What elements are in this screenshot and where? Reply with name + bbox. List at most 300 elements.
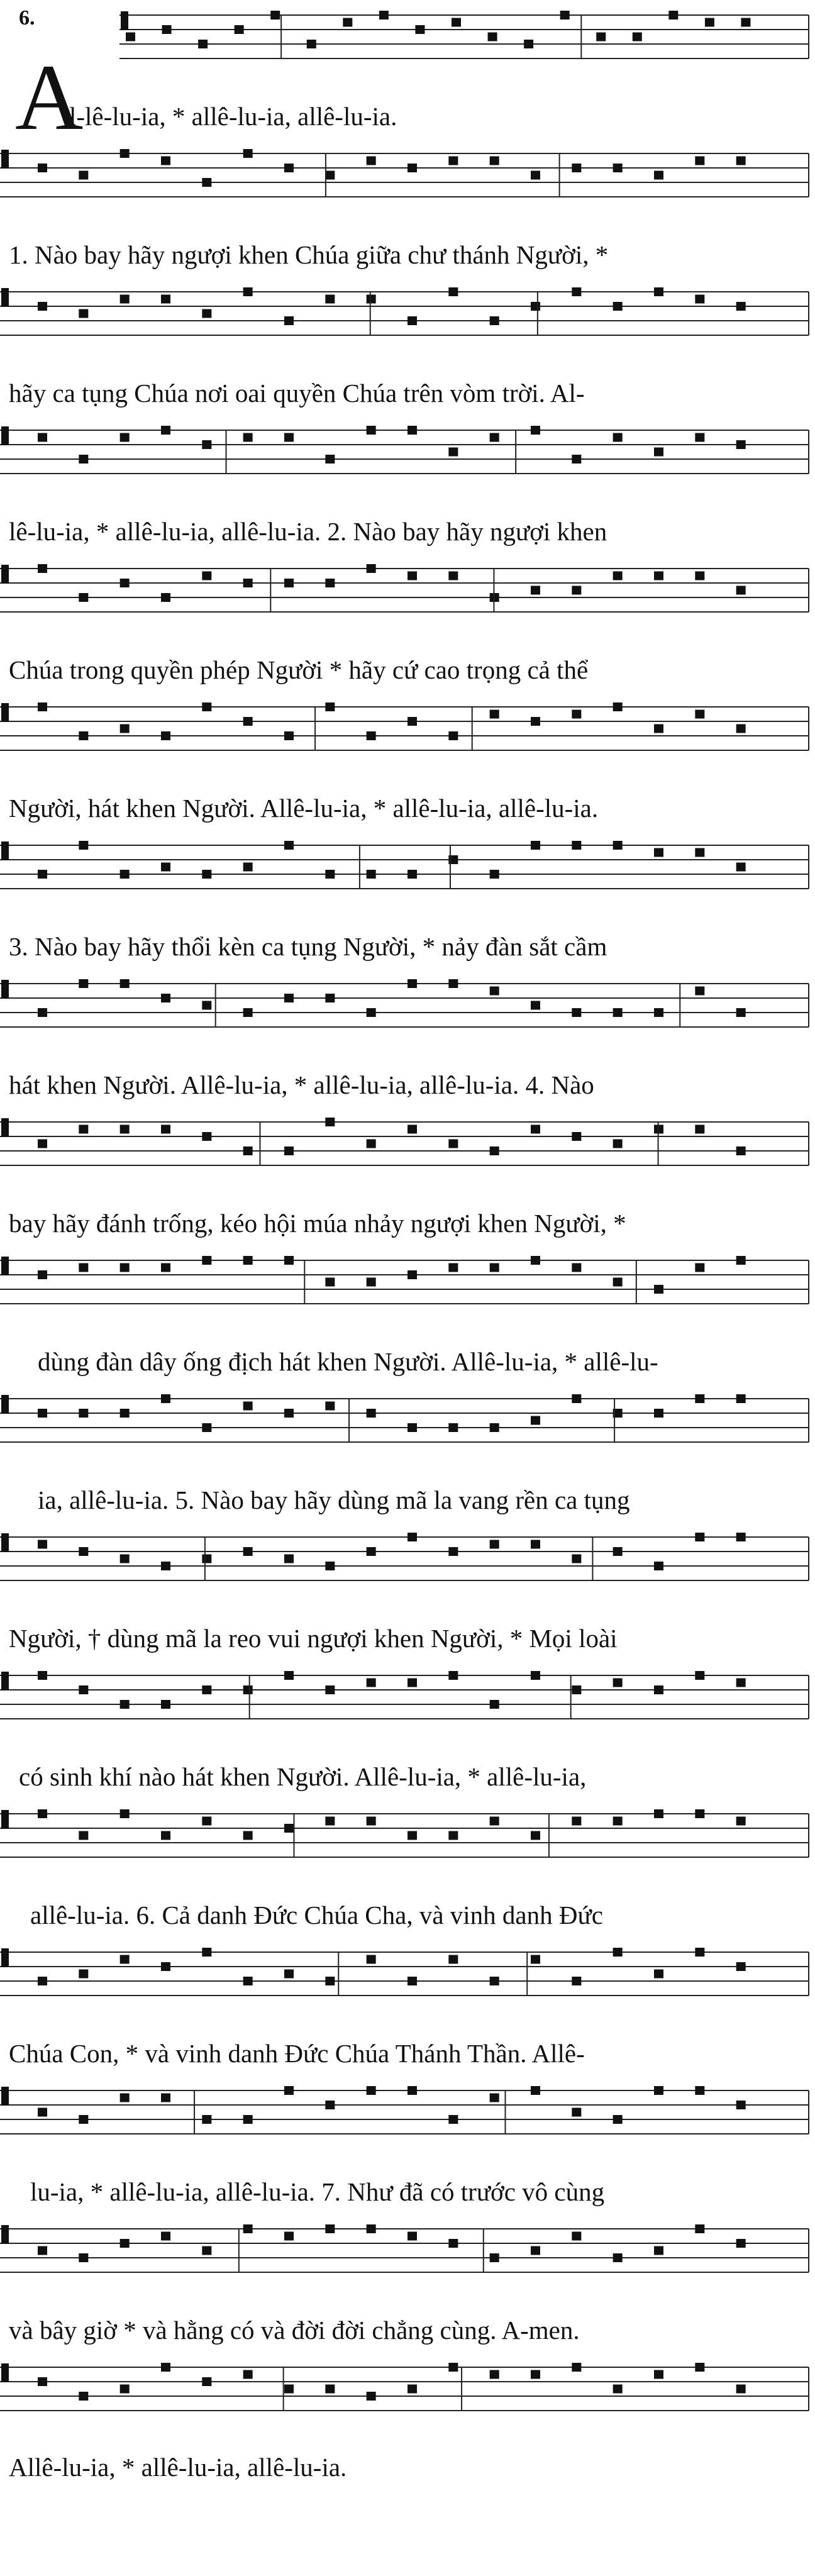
neume xyxy=(613,1817,623,1826)
neume xyxy=(120,979,130,988)
lyric-line xyxy=(19,1762,806,1791)
neume xyxy=(325,1977,335,1985)
neume xyxy=(79,2253,88,2262)
staff-svg xyxy=(0,2082,815,2163)
neume xyxy=(284,731,294,740)
lyric-text: allê-lu-ia. 6. Cả danh Đức Chúa Cha, và vinh danh Đức xyxy=(30,1901,603,1929)
neume xyxy=(367,2392,376,2401)
lyric-line xyxy=(9,655,806,684)
neume xyxy=(38,1809,47,1818)
neume xyxy=(161,1125,170,1134)
neume xyxy=(243,1977,253,1985)
neume xyxy=(531,1001,540,1010)
neume xyxy=(408,1977,417,1985)
neume xyxy=(38,2377,47,2386)
music-staff xyxy=(0,1528,815,1610)
neume xyxy=(572,841,581,850)
staff-svg xyxy=(0,1252,815,1333)
neume xyxy=(448,2239,458,2248)
music-staff xyxy=(0,145,815,226)
neume xyxy=(490,1977,499,1985)
neume xyxy=(531,1831,540,1840)
neume xyxy=(126,33,135,42)
neume xyxy=(654,724,663,733)
neume xyxy=(695,157,704,165)
neume xyxy=(695,1394,704,1403)
neume xyxy=(79,1685,88,1694)
neume xyxy=(408,1423,417,1432)
neume xyxy=(448,979,458,988)
neume xyxy=(736,1817,746,1826)
music-staff xyxy=(0,836,815,918)
lyric-line xyxy=(9,1070,806,1099)
neume xyxy=(79,1263,88,1272)
neume xyxy=(531,1125,540,1134)
neume xyxy=(490,316,499,325)
neume xyxy=(572,1132,581,1141)
neume xyxy=(325,994,335,1002)
music-staff xyxy=(0,1943,815,2025)
neume xyxy=(695,1263,704,1272)
neume xyxy=(367,2086,376,2095)
neume xyxy=(38,2246,47,2255)
neume xyxy=(325,1402,335,1411)
neume xyxy=(572,1394,581,1403)
neume xyxy=(490,1817,499,1826)
staff-svg xyxy=(0,1528,815,1610)
neume xyxy=(654,572,663,580)
neume xyxy=(572,1008,581,1017)
neume xyxy=(243,1146,253,1155)
music-staff xyxy=(0,421,815,503)
neume xyxy=(572,1685,581,1694)
neume xyxy=(695,295,704,304)
neume xyxy=(161,295,170,304)
neume xyxy=(202,1555,211,1563)
music-staff xyxy=(0,283,815,365)
neume xyxy=(448,1671,458,1680)
neume xyxy=(79,171,88,180)
neume xyxy=(531,1416,540,1425)
neume xyxy=(572,710,581,719)
neume xyxy=(408,426,417,435)
music-staff xyxy=(0,2358,815,2440)
staff-svg xyxy=(0,1805,815,1887)
neume xyxy=(202,572,211,580)
neume xyxy=(161,994,170,1002)
neume xyxy=(367,1409,376,1418)
neume xyxy=(408,979,417,988)
neume xyxy=(79,309,88,318)
neume xyxy=(367,1278,376,1287)
neume xyxy=(448,1547,458,1556)
neume xyxy=(162,25,172,34)
lyric-text: có sinh khí nào hát khen Người. Allê-lu-ia, * allê-lu-ia, xyxy=(19,1762,587,1791)
neume xyxy=(613,1140,623,1148)
neume xyxy=(367,295,376,304)
neume xyxy=(243,287,253,296)
neume xyxy=(202,1423,211,1432)
neume xyxy=(284,1671,294,1680)
neume xyxy=(408,870,417,879)
neume xyxy=(284,164,294,172)
neume xyxy=(120,1809,130,1818)
neume xyxy=(243,2224,253,2233)
neume xyxy=(270,11,280,19)
neume xyxy=(654,171,663,180)
neume xyxy=(736,1256,746,1265)
neume xyxy=(736,2101,746,2109)
neume xyxy=(736,863,746,872)
neume xyxy=(343,18,352,27)
neume xyxy=(284,2385,294,2394)
neume xyxy=(38,1409,47,1418)
neume xyxy=(695,1125,704,1134)
neume xyxy=(572,164,581,172)
neume xyxy=(284,433,294,442)
neume xyxy=(79,841,88,850)
neume xyxy=(654,1409,663,1418)
neume xyxy=(284,2232,294,2241)
neume xyxy=(202,178,211,187)
neume xyxy=(572,2108,581,2117)
neume xyxy=(325,1685,335,1694)
lyric-line xyxy=(9,2039,806,2068)
neume xyxy=(243,2370,253,2379)
neume xyxy=(736,157,746,165)
neume xyxy=(161,2232,170,2241)
do-clef xyxy=(1,2363,9,2382)
neume xyxy=(325,2385,335,2394)
staff-svg xyxy=(0,836,815,918)
neume xyxy=(79,2392,88,2401)
neume xyxy=(408,2232,417,2241)
neume xyxy=(596,33,606,42)
lyric-text: Người, † dùng mã la reo vui ngượi khen Người, * Mọi loài xyxy=(9,1624,618,1653)
lyric-text: lê-lu-ia, * allê-lu-ia, allê-lu-ia. 2. Nào bay hãy ngượi khen xyxy=(9,517,607,546)
neume xyxy=(120,870,130,879)
do-clef xyxy=(1,150,9,169)
neume xyxy=(408,1831,417,1840)
neume xyxy=(284,579,294,587)
neume xyxy=(531,1671,540,1680)
neume xyxy=(695,1671,704,1680)
neume xyxy=(202,309,211,318)
neume xyxy=(408,1270,417,1279)
neume xyxy=(448,1423,458,1432)
neume xyxy=(202,2115,211,2124)
music-staff xyxy=(0,1390,815,1472)
neume xyxy=(161,1394,170,1403)
neume xyxy=(613,302,623,311)
lyric-text: dùng đàn dây ống địch hát khen Người. Allê-lu-ia, * allê-lu- xyxy=(38,1347,658,1376)
neume xyxy=(367,564,376,573)
neume xyxy=(325,870,335,879)
neume xyxy=(284,1146,294,1155)
neume xyxy=(120,1263,130,1272)
neume xyxy=(38,702,47,711)
neume xyxy=(633,33,642,42)
neume xyxy=(120,1555,130,1563)
do-clef xyxy=(121,11,128,30)
neume xyxy=(38,1008,47,1017)
lyric-line xyxy=(38,1347,806,1376)
do-clef xyxy=(1,426,9,445)
neume xyxy=(448,287,458,296)
do-clef xyxy=(1,288,9,307)
music-staff xyxy=(0,2220,815,2302)
lyric-text: Chúa trong quyền phép Người * hãy cứ cao trọng cả thể xyxy=(9,655,589,684)
neume xyxy=(161,2094,170,2102)
do-clef xyxy=(1,2225,9,2244)
neume xyxy=(243,1547,253,1556)
do-clef xyxy=(1,1948,9,1967)
neume xyxy=(38,870,47,879)
neume xyxy=(572,1263,581,1272)
neume xyxy=(284,1824,294,1833)
staff-svg xyxy=(0,421,815,503)
neume xyxy=(408,316,417,325)
neume xyxy=(448,2363,458,2372)
neume xyxy=(695,848,704,857)
neume xyxy=(654,1685,663,1694)
neume xyxy=(695,433,704,442)
neume xyxy=(490,1700,499,1709)
music-staff xyxy=(0,2082,815,2163)
neume xyxy=(695,710,704,719)
neume xyxy=(202,1001,211,1010)
neume xyxy=(531,1256,540,1265)
neume xyxy=(120,295,130,304)
neume xyxy=(572,455,581,464)
neume xyxy=(38,1977,47,1985)
neume xyxy=(243,1831,253,1840)
neume xyxy=(243,149,253,158)
staff-svg xyxy=(0,560,815,641)
neume xyxy=(572,1555,581,1563)
neume xyxy=(448,2115,458,2124)
lyric-text: l-lê-lu-ia, * allê-lu-ia, allê-lu-ia. xyxy=(69,102,397,131)
lyric-line xyxy=(9,379,806,408)
music-staff xyxy=(0,1252,815,1333)
neume xyxy=(490,2370,499,2379)
lyric-text: ia, allê-lu-ia. 5. Nào bay hãy dùng mã la vang rền ca tụng xyxy=(38,1485,630,1514)
lyric-text: 3. Nào bay hãy thổi kèn ca tụng Người, * nảy đàn sắt cầm xyxy=(9,932,607,961)
neume xyxy=(613,433,623,442)
neume xyxy=(488,33,497,42)
neume xyxy=(448,1263,458,1272)
neume xyxy=(531,2370,540,2379)
neume xyxy=(736,586,746,595)
neume xyxy=(202,1256,211,1265)
neume xyxy=(613,841,623,850)
do-clef xyxy=(1,1257,9,1275)
do-clef xyxy=(1,703,9,722)
neume xyxy=(325,1118,335,1126)
neume xyxy=(654,848,663,857)
music-staff xyxy=(0,6,815,88)
do-clef xyxy=(1,980,9,999)
neume xyxy=(415,25,424,34)
neume xyxy=(161,593,170,602)
neume xyxy=(531,426,540,435)
staff-svg xyxy=(0,2220,815,2302)
neume xyxy=(79,2115,88,2124)
neume xyxy=(408,2385,417,2394)
neume xyxy=(284,1555,294,1563)
neume xyxy=(120,579,130,587)
neume xyxy=(452,18,461,27)
neume xyxy=(408,572,417,580)
neume xyxy=(202,702,211,711)
neume xyxy=(79,979,88,988)
do-clef xyxy=(1,1533,9,1552)
neume xyxy=(572,2232,581,2241)
neume xyxy=(654,2086,663,2095)
neume xyxy=(325,455,335,464)
neume xyxy=(161,1263,170,1272)
staff-svg xyxy=(0,975,815,1057)
neume xyxy=(613,2115,623,2124)
neume xyxy=(695,2086,704,2095)
neume xyxy=(613,1679,623,1687)
neume xyxy=(654,287,663,296)
neume xyxy=(202,870,211,879)
neume xyxy=(161,157,170,165)
neume xyxy=(38,564,47,573)
neume xyxy=(79,1125,88,1134)
neume xyxy=(79,455,88,464)
neume xyxy=(448,1140,458,1148)
neume xyxy=(325,579,335,587)
neume xyxy=(325,1278,335,1287)
neume xyxy=(695,572,704,580)
neume xyxy=(38,433,47,442)
neume xyxy=(654,1562,663,1570)
lyric-line xyxy=(69,102,806,131)
neume xyxy=(572,2363,581,2372)
neume xyxy=(202,440,211,449)
lyric-text: hãy ca tụng Chúa nơi oai quyền Chúa trên vòm trời. Al- xyxy=(9,379,585,408)
lyric-line xyxy=(9,1209,806,1238)
neume xyxy=(325,2101,335,2109)
neume xyxy=(490,987,499,996)
neume xyxy=(120,1125,130,1134)
neume xyxy=(325,1817,335,1826)
neume xyxy=(379,11,389,19)
neume xyxy=(120,1409,130,1418)
neume xyxy=(736,1146,746,1155)
initial-letter: A xyxy=(15,45,84,150)
lyric-line xyxy=(30,2177,806,2206)
neume xyxy=(531,302,540,311)
neume xyxy=(284,1256,294,1265)
neume xyxy=(243,433,253,442)
music-staff xyxy=(0,560,815,641)
neume xyxy=(202,1132,211,1141)
neume xyxy=(79,1547,88,1556)
neume xyxy=(202,2377,211,2386)
neume xyxy=(408,717,417,726)
staff-svg xyxy=(0,1667,815,1748)
staff-svg xyxy=(0,283,815,365)
neume xyxy=(490,2253,499,2262)
neume xyxy=(161,731,170,740)
do-clef xyxy=(1,1118,9,1137)
neume xyxy=(736,724,746,733)
neume xyxy=(613,2253,623,2262)
neume xyxy=(531,586,540,595)
neume xyxy=(367,426,376,435)
neume xyxy=(695,1533,704,1541)
neume xyxy=(38,1140,47,1148)
lyric-line xyxy=(30,1901,806,1929)
neume xyxy=(120,149,130,158)
staff-svg xyxy=(0,1943,815,2025)
neume xyxy=(79,1831,88,1840)
neume xyxy=(367,2224,376,2233)
neume xyxy=(695,987,704,996)
neume xyxy=(120,1700,130,1709)
neume xyxy=(38,1671,47,1680)
neume xyxy=(654,2370,663,2379)
neume xyxy=(38,1270,47,1279)
neume xyxy=(613,1278,623,1287)
neume xyxy=(161,1962,170,1971)
neume xyxy=(325,171,335,180)
neume xyxy=(284,2086,294,2095)
neume xyxy=(79,593,88,602)
neume xyxy=(736,440,746,449)
neume xyxy=(408,1125,417,1134)
neume xyxy=(741,18,750,27)
staff-svg xyxy=(0,6,815,88)
neume xyxy=(613,164,623,172)
neume xyxy=(243,2115,253,2124)
neume xyxy=(243,863,253,872)
neume xyxy=(202,1817,211,1826)
neume xyxy=(572,1817,581,1826)
neume xyxy=(736,1679,746,1687)
neume xyxy=(367,1679,376,1687)
neume xyxy=(531,841,540,850)
neume xyxy=(367,1008,376,1017)
do-clef xyxy=(1,841,9,860)
neume xyxy=(490,2094,499,2102)
neume xyxy=(235,25,244,34)
neume xyxy=(325,702,335,711)
neume xyxy=(284,1409,294,1418)
neume xyxy=(284,994,294,1002)
lyric-line xyxy=(9,517,806,546)
neume xyxy=(490,1540,499,1549)
neume xyxy=(572,586,581,595)
neume xyxy=(408,1533,417,1541)
lyric-text: và bây giờ * và hằng có và đời đời chẳng cùng. A-men. xyxy=(9,2316,580,2345)
music-staff xyxy=(0,698,815,780)
neume xyxy=(243,1402,253,1411)
neume xyxy=(243,717,253,726)
lyric-text: Chúa Con, * và vinh danh Đức Chúa Thánh Thần. Allê- xyxy=(9,2039,585,2068)
neume xyxy=(572,287,581,296)
neume xyxy=(613,702,623,711)
neume xyxy=(572,1977,581,1985)
lyric-line xyxy=(9,240,806,269)
lyric-text: Người, hát khen Người. Allê-lu-ia, * allê-lu-ia, allê-lu-ia. xyxy=(9,794,599,823)
lyric-line xyxy=(9,1624,806,1653)
neume xyxy=(120,433,130,442)
lyric-line xyxy=(38,1485,806,1514)
